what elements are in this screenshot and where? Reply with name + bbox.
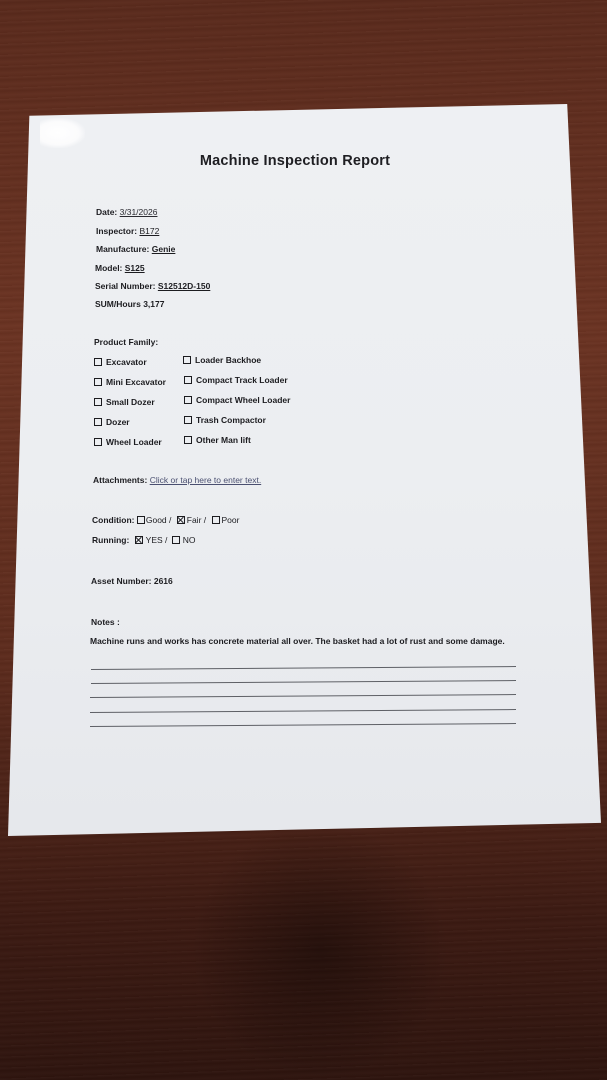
attachments-field [93,475,261,485]
checkbox-empty-icon[interactable] [94,358,102,366]
inspector-field [96,226,159,236]
checkbox-empty-icon[interactable] [94,398,102,406]
hours-value: 3,177 [143,299,165,309]
checkbox-empty-icon[interactable] [137,516,145,524]
condition-good-label: Good / [145,515,172,525]
running-yes-label: YES / [145,535,168,545]
hours-field [95,299,164,309]
attachments-input[interactable]: Click or tap here to enter text. [149,475,262,485]
manufacture-label: Manufacture: [96,244,150,254]
product-option-compact-wheel-loader[interactable]: Compact Wheel Loader [184,395,290,405]
serial-value[interactable]: S12512D-150 [157,281,211,291]
asset-number-label: Asset Number: [91,576,152,586]
checkbox-empty-icon[interactable] [212,516,220,524]
condition-field [92,515,239,525]
date-value[interactable]: 3/31/2026 [119,207,158,217]
checkbox-empty-icon[interactable] [184,376,192,384]
product-option-compact-track-loader[interactable]: Compact Track Loader [184,375,288,385]
report-title: Machine Inspection Report [199,153,391,169]
model-label: Model: [95,263,123,273]
running-label: Running: [92,535,130,545]
product-option-excavator[interactable]: Excavator [94,357,147,367]
checkbox-empty-icon[interactable] [94,378,102,386]
product-option-trash-compactor[interactable]: Trash Compactor [184,415,266,425]
running-no-label: NO [182,535,196,545]
checkbox-checked-icon[interactable] [135,536,143,544]
asset-number-field [91,576,173,586]
manufacture-field [96,244,175,254]
checkbox-empty-icon[interactable] [184,396,192,404]
product-option-dozer[interactable]: Dozer [94,417,130,427]
checkbox-empty-icon[interactable] [184,416,192,424]
manufacture-value[interactable]: Genie [151,244,176,254]
notes-text: Machine runs and works has concrete material all over. The basket had a lot of rust and some damage. [90,636,505,646]
serial-label: Serial Number: [95,281,156,291]
paper-stain [40,118,85,148]
inspector-value[interactable]: B172 [139,226,160,236]
product-option-mini-excavator[interactable]: Mini Excavator [94,377,166,387]
condition-fair-label: Fair / [186,515,207,525]
hours-label: SUM/Hours [95,299,141,309]
product-family-label: Product Family: [94,337,159,347]
serial-field [95,281,210,291]
product-option-other-man-lift[interactable]: Other Man lift [184,435,251,445]
checkbox-empty-icon[interactable] [172,536,180,544]
product-option-loader-backhoe[interactable]: Loader Backhoe [183,355,261,365]
inspector-label: Inspector: [96,226,138,236]
model-field [95,263,145,273]
running-field [92,535,196,545]
asset-number-value: 2616 [153,576,173,586]
condition-label: Condition: [92,515,135,525]
date-label: Date: [96,207,118,217]
attachments-label: Attachments: [93,475,148,485]
date-field [96,207,157,217]
checkbox-checked-icon[interactable] [177,516,185,524]
product-option-wheel-loader[interactable]: Wheel Loader [94,437,162,447]
notes-label: Notes : [91,617,120,627]
checkbox-empty-icon[interactable] [184,436,192,444]
checkbox-empty-icon[interactable] [94,438,102,446]
model-value[interactable]: S125 [124,263,145,273]
product-option-small-dozer[interactable]: Small Dozer [94,397,155,407]
condition-poor-label: Poor [221,515,240,525]
checkbox-empty-icon[interactable] [183,356,191,364]
checkbox-empty-icon[interactable] [94,418,102,426]
